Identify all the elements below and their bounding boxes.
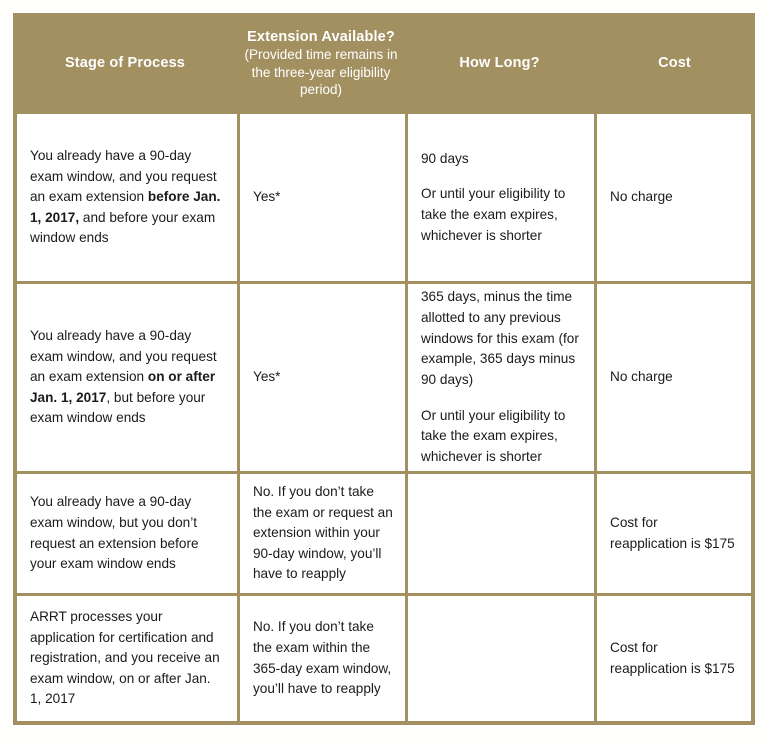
stage-text-emphasis: before Jan. 1, 2017, [30, 189, 221, 225]
column-header-extension-available [237, 13, 405, 114]
stage-of-process-text: ARRT processes your application for certification and registration, and you receive an exam window, on or after Jan. 1, 2017 [30, 608, 220, 707]
extension-available-text: Yes* [253, 189, 281, 205]
stage-of-process-text [30, 146, 225, 249]
table-row [17, 281, 751, 471]
how-long-paragraph: Or until your eligibility to take the exam expires, whichever is shorter [421, 186, 566, 243]
cell-cost [594, 114, 748, 281]
how-long-text [421, 149, 582, 247]
cell-stage-of-process [17, 474, 237, 593]
column-header-extension-available-title: Extension Available? [247, 28, 395, 45]
stage-text-post: and before your exam window ends [30, 209, 216, 246]
table-body [13, 114, 755, 725]
column-header-extension-available-subtitle: (Provided time remains in the three-year eligibility period) [244, 46, 398, 98]
stage-text-pre: You already have a 90-day exam window, and you request an exam extension [30, 327, 217, 385]
exam-extension-table [13, 13, 755, 725]
stage-of-process-text [30, 326, 225, 429]
table-row [17, 471, 751, 593]
column-header-stage-of-process [13, 13, 237, 114]
how-long-text [421, 287, 582, 467]
stage-text-emphasis: on or after Jan. 1, 2017 [30, 369, 216, 405]
cost-text: Cost for reapplication is $175 [610, 514, 735, 551]
how-long-paragraph: 90 days [421, 150, 469, 166]
cell-stage-of-process [17, 596, 237, 721]
cell-how-long [405, 284, 594, 471]
column-header-stage-of-process-title: Stage of Process [64, 55, 186, 72]
table-row [17, 593, 751, 721]
cell-extension-available [237, 114, 405, 281]
how-long-paragraph: 365 days, minus the time allotted to any previous windows for this exam (for example, 365 days minus 90 days) [421, 289, 579, 387]
extension-available-text: No. If you don’t take the exam within the 365-day exam window, you’ll have to reapply [253, 619, 392, 697]
cell-extension-available [237, 284, 405, 471]
extension-available-text: No. If you don’t take the exam or request an extension within your 90-day window, you’ll have to reapply [253, 483, 393, 582]
cell-stage-of-process [17, 114, 237, 281]
cell-how-long [405, 114, 594, 281]
column-header-how-long [405, 13, 594, 114]
column-header-how-long-title: How Long? [459, 55, 540, 72]
stage-text-pre: You already have a 90-day exam window, and you request an exam extension [30, 147, 217, 205]
how-long-paragraph: Or until your eligibility to take the exam expires, whichever is shorter [421, 407, 566, 464]
cost-text: No charge [610, 369, 673, 385]
cell-how-long [405, 474, 594, 593]
cell-cost [594, 596, 748, 721]
cell-extension-available [237, 474, 405, 593]
column-header-cost [594, 13, 755, 114]
cost-text: No charge [610, 189, 673, 205]
cell-stage-of-process [17, 284, 237, 471]
stage-text-post: , but before your exam window ends [30, 389, 206, 426]
cell-how-long [405, 596, 594, 721]
table-row [17, 114, 751, 281]
column-header-cost-title: Cost [658, 55, 691, 72]
stage-of-process-text: You already have a 90-day exam window, but you don’t request an extension before your exam window ends [30, 494, 199, 572]
cell-cost [594, 474, 748, 593]
cell-extension-available [237, 596, 405, 721]
cell-cost [594, 284, 748, 471]
extension-available-text: Yes* [253, 369, 281, 385]
table-header-row [13, 13, 755, 114]
cost-text: Cost for reapplication is $175 [610, 639, 735, 676]
